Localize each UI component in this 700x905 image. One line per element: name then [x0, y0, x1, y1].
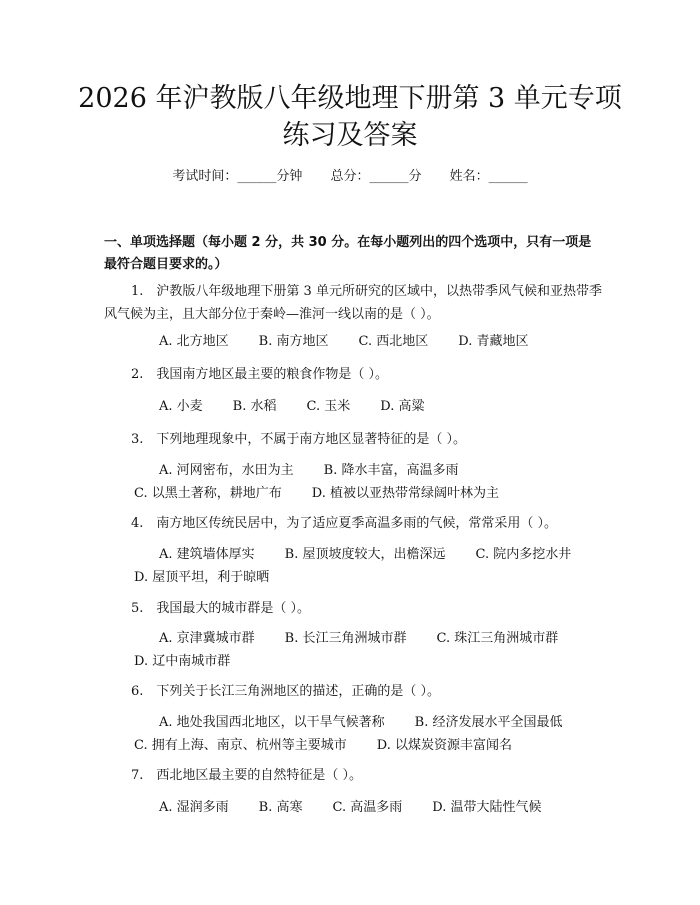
option-d: D. 辽中南城市群: [134, 654, 231, 669]
option-c: C. 高温多雨: [332, 800, 403, 815]
option-c: C. 珠江三角洲城市群: [436, 631, 559, 646]
option-a: A. 湿润多雨: [159, 800, 229, 815]
exam-meta: [0, 166, 700, 188]
total-score-field: 总分：______分: [330, 169, 422, 184]
exam-title-line-2: 练习及答案: [282, 120, 418, 151]
option-c: C. 院内多挖水井: [475, 547, 572, 562]
question-2-stem: 2. 我国南方地区最主要的粮食作物是（ ）。: [131, 367, 389, 382]
option-c: C. 玉米: [306, 399, 351, 414]
option-d: D. 温带大陆性气候: [432, 800, 542, 815]
question-7-stem: 7. 西北地区最主要的自然特征是（ ）。: [131, 768, 363, 783]
option-b: B. 南方地区: [258, 334, 329, 349]
option-a: A. 北方地区: [159, 334, 229, 349]
question-1-options: [104, 330, 604, 353]
question-3-options: [104, 459, 604, 505]
option-c: C. 西北地区: [358, 334, 429, 349]
option-a: A. 京津冀城市群: [159, 631, 255, 646]
option-c: C. 以黑土著称，耕地广布: [134, 486, 282, 501]
option-d: D. 高粱: [380, 399, 425, 414]
question-5-options: [104, 627, 604, 673]
question-3-stem: 3. 下列地理现象中，不属于南方地区显著特征的是（ ）。: [131, 432, 467, 447]
exam-title-line-1: 2026 年沪教版八年级地理下册第 3 单元专项: [78, 83, 622, 114]
option-b: B. 经济发展水平全国最低: [414, 715, 563, 730]
option-a: A. 小麦: [159, 399, 203, 414]
question-4-stem: 4. 南方地区传统民居中，为了适应夏季高温多雨的气候，常常采用（ ）。: [131, 516, 558, 531]
question-7-options: [104, 796, 604, 819]
option-d: D. 植被以亚热带常绿阔叶林为主: [311, 486, 499, 501]
section-heading: 一、单项选择题（每小题 2 分，共 30 分。在每小题列出的四个选项中，只有一项是最符合题目要求的。）: [104, 235, 592, 272]
option-a: A. 建筑墙体厚实: [159, 547, 255, 562]
question-6-stem: 6. 下列关于长江三角洲地区的描述，正确的是（ ）。: [131, 684, 441, 699]
option-b: B. 长江三角洲城市群: [284, 631, 407, 646]
option-b: B. 水稻: [232, 399, 277, 414]
question-2-options: [104, 395, 604, 418]
option-b: B. 屋顶坡度较大，出檐深远: [284, 547, 446, 562]
option-d: D. 屋顶平坦，利于晾晒: [134, 570, 270, 585]
question-5-stem: 5. 我国最大的城市群是（ ）。: [131, 601, 311, 616]
exam-time-field: 考试时间：______分钟: [172, 169, 303, 184]
student-name-field: 姓名：______: [449, 169, 528, 184]
option-b: B. 高寒: [258, 800, 303, 815]
option-d: D. 青藏地区: [458, 334, 529, 349]
question-6-options: [104, 711, 604, 757]
question-1-stem: 1. 沪教版八年级地理下册第 3 单元所研究的区域中，以热带季风气候和亚热带季风气候为主，且大部分位于秦岭—淮河一线以南的是（ ）。: [104, 284, 602, 322]
option-c: C. 拥有上海、南京、杭州等主要城市: [134, 738, 347, 753]
option-b: B. 降水丰富，高温多雨: [323, 463, 459, 478]
option-a: A. 河网密布，水田为主: [159, 463, 294, 478]
option-d: D. 以煤炭资源丰富闻名: [376, 738, 512, 753]
option-a: A. 地处我国西北地区，以干旱气候著称: [159, 715, 385, 730]
question-4-options: [104, 543, 604, 589]
